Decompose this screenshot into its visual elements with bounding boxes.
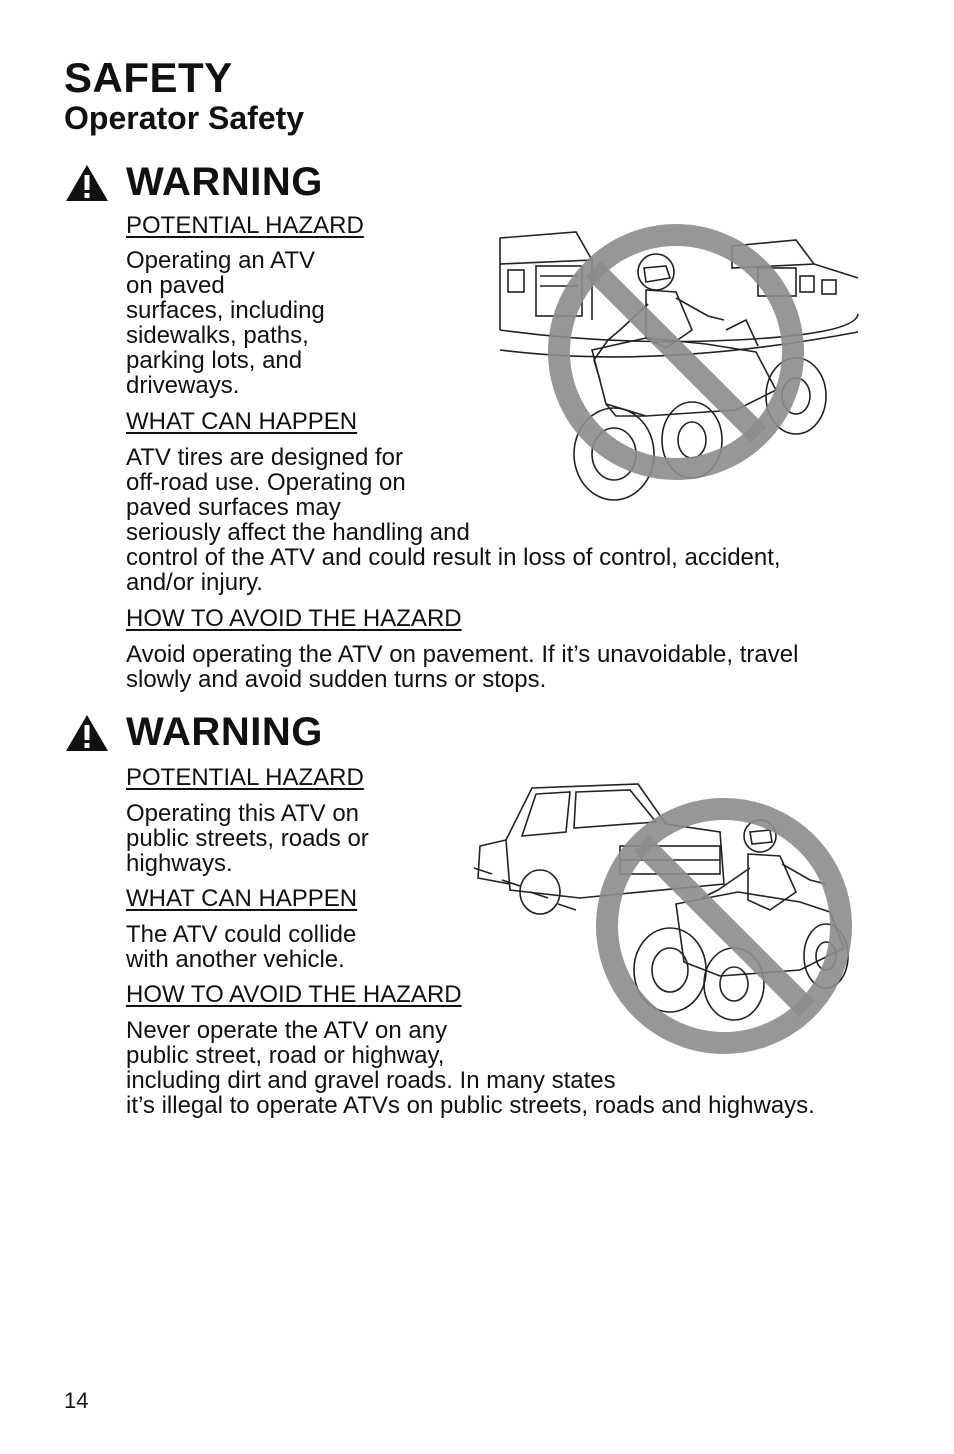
how-to-avoid-label: HOW TO AVOID THE HAZARD [126,981,462,1008]
avoid-text-line: it’s illegal to operate ATVs on public streets, roads and highways. [126,1092,815,1119]
warning-word: WARNING [126,160,323,204]
page-number: 14 [64,1388,89,1413]
happen-text-line: control of the ATV and could result in loss of control, accident, [126,544,781,571]
warning-word: WARNING [126,710,323,754]
page-subtitle: Operator Safety [64,100,305,136]
happen-text-line: paved surfaces may [126,494,341,521]
warning-triangle-icon [64,713,110,753]
hazard-text-line: sidewalks, paths, [126,322,309,349]
prohibition-circle-icon [607,809,841,1043]
hazard-text-line: Operating an ATV [126,247,315,274]
hazard-text-line: surfaces, including [126,297,325,324]
atv-on-public-road-prohibited-illustration [470,780,854,1058]
avoid-text-line: public street, road or highway, [126,1042,445,1069]
what-can-happen-label: WHAT CAN HAPPEN [126,408,358,435]
prohibition-circle-icon [559,235,793,469]
hazard-text-line: parking lots, and [126,347,303,374]
avoid-text-line: slowly and avoid sudden turns or stops. [126,666,547,693]
hazard-text-line: on paved [126,272,225,299]
happen-text-line: The ATV could collide [126,921,357,948]
warning-triangle-icon [64,163,110,203]
what-can-happen-label: WHAT CAN HAPPEN [126,885,358,912]
hazard-label: POTENTIAL HAZARD [126,764,364,791]
hazard-text-line: highways. [126,850,233,877]
happen-text-line: ATV tires are designed for [126,444,404,471]
happen-text-line: seriously affect the handling and [126,519,470,546]
hazard-text-line: Operating this ATV on [126,800,360,827]
warning-heading-2 [64,710,323,755]
avoid-text-line: Avoid operating the ATV on pavement. If it’s unavoidable, travel [126,641,799,668]
page-title: SAFETY [64,54,233,101]
avoid-text-line: including dirt and gravel roads. In many states [126,1067,616,1094]
avoid-text-line: Never operate the ATV on any [126,1017,448,1044]
happen-text-line: with another vehicle. [126,946,345,973]
hazard-text-line: driveways. [126,372,240,399]
warning-heading-1 [64,160,323,205]
hazard-label: POTENTIAL HAZARD [126,212,364,239]
happen-text-line: off-road use. Operating on [126,469,406,496]
hazard-text-line: public streets, roads or [126,825,369,852]
atv-on-pavement-prohibited-illustration [496,220,862,520]
how-to-avoid-label: HOW TO AVOID THE HAZARD [126,605,462,632]
happen-text-line: and/or injury. [126,569,263,596]
